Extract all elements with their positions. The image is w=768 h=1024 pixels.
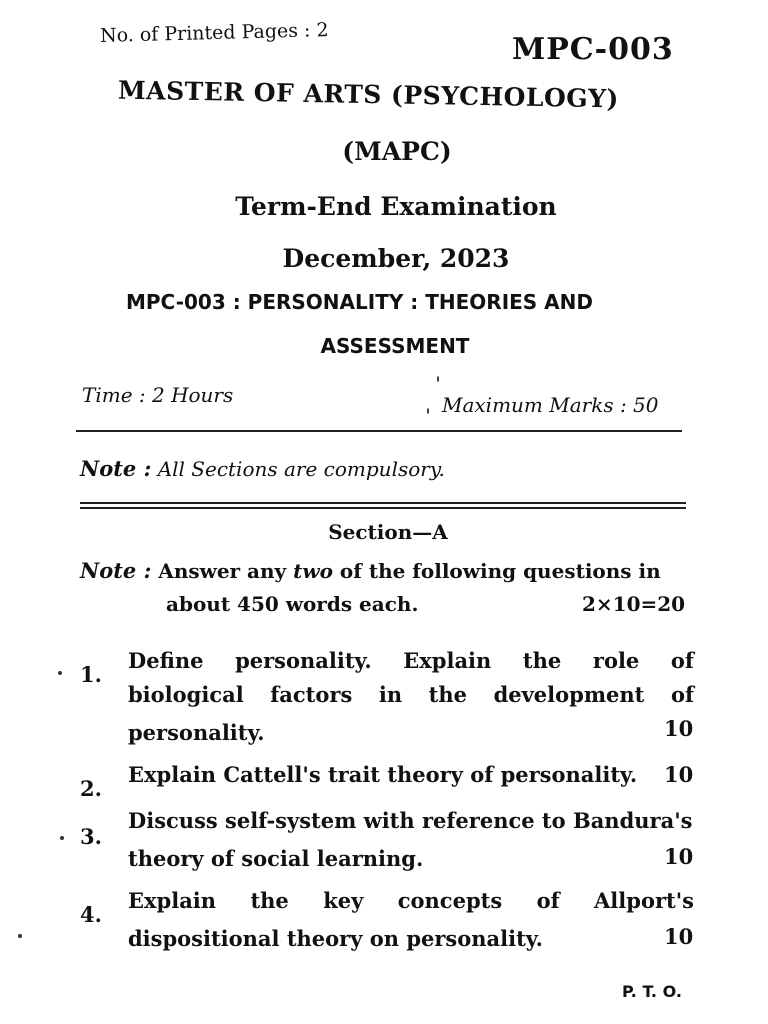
degree-title: MASTER OF ARTS (PSYCHOLOGY) (117, 75, 620, 114)
question-word: development (493, 682, 645, 707)
question-word: factors (270, 682, 353, 707)
printed-pages-count: No. of Printed Pages : 2 (99, 19, 329, 47)
question-word: Explain (128, 888, 217, 913)
question-word: the (250, 888, 289, 913)
question-number: 3. (80, 824, 102, 849)
scan-speck (437, 376, 439, 382)
question-marks: 10 (664, 762, 694, 787)
scan-speck (58, 671, 62, 675)
question-word: personality. (235, 648, 372, 673)
question-marks: 10 (664, 924, 694, 949)
section-a-note-post: of the following questions in (339, 559, 661, 583)
scan-speck (18, 934, 22, 938)
time-allowed: Time : 2 Hours (82, 383, 234, 407)
question-number: 4. (80, 902, 102, 927)
exam-session: December, 2023 (282, 244, 510, 273)
exam-title: Term-End Examination (235, 192, 557, 221)
question-1 (80, 648, 694, 758)
question-word: of (670, 648, 694, 673)
general-note (80, 456, 445, 481)
question-word: Define (128, 648, 204, 673)
divider-rule (76, 430, 682, 432)
question-word: key (323, 888, 364, 913)
scan-speck (427, 408, 429, 414)
course-title-line1: MPC-003 : PERSONALITY : THEORIES AND (126, 290, 593, 314)
section-a-note-label: Note : (80, 558, 152, 583)
question-text-line: personality. (128, 720, 265, 745)
section-a-note-pre: Answer any (158, 559, 287, 583)
question-word: the (428, 682, 467, 707)
question-number: 1. (80, 662, 102, 687)
please-turn-over: P. T. O. (622, 982, 682, 1001)
question-word: of (536, 888, 560, 913)
question-text-line (128, 648, 694, 673)
question-text-line: theory of social learning. (128, 846, 424, 871)
question-word: the (522, 648, 562, 673)
question-number: 2. (80, 776, 102, 801)
question-marks: 10 (664, 844, 694, 869)
section-a-note-line2: about 450 words each. (166, 592, 419, 616)
question-text-line: dispositional theory on personality. (128, 926, 543, 951)
double-rule-top (80, 502, 686, 504)
section-a-marks: 2×10=20 (582, 592, 686, 616)
question-word: biological (128, 682, 244, 707)
question-text-line: Explain Cattell's trait theory of personality. (128, 762, 638, 787)
question-marks: 10 (664, 716, 694, 741)
question-2 (80, 762, 694, 802)
question-word: role (592, 648, 640, 673)
question-word: Allport's (594, 888, 694, 913)
question-text-line: Discuss self-system with reference to Bandura's (128, 808, 693, 833)
course-title-line2: ASSESSMENT (320, 334, 470, 358)
question-text-line (128, 682, 694, 707)
question-word: Explain (403, 648, 492, 673)
question-word: of (670, 682, 694, 707)
paper-code: MPC-003 (512, 32, 674, 67)
general-note-label: Note : (80, 456, 152, 481)
question-text-line (128, 888, 694, 913)
question-3 (80, 808, 694, 880)
section-a-note-emphasis: two (293, 559, 333, 583)
question-4 (80, 888, 694, 960)
degree-abbreviation: (MAPC) (342, 137, 452, 166)
section-a-note (80, 558, 661, 583)
maximum-marks: Maximum Marks : 50 (442, 393, 659, 417)
question-word: in (378, 682, 403, 707)
question-word: concepts (397, 888, 503, 913)
general-note-text: All Sections are compulsory. (157, 457, 445, 481)
scan-speck (60, 836, 64, 840)
double-rule-bottom (80, 507, 686, 509)
section-a-heading: Section—A (328, 520, 448, 544)
